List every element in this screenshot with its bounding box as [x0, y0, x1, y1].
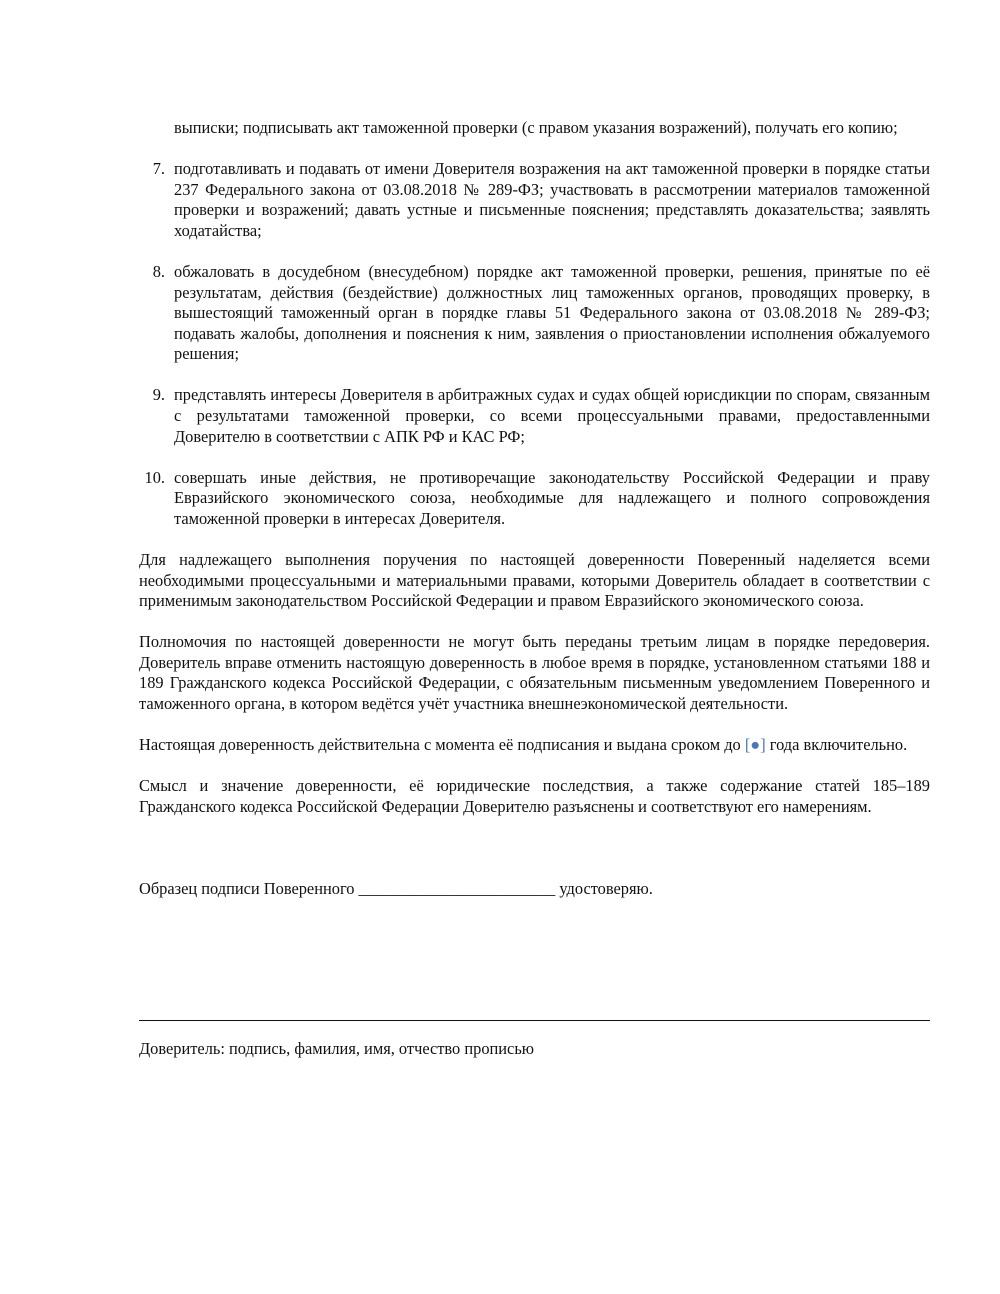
clause-number: 7.: [152, 159, 165, 179]
clause-9: [139, 385, 930, 447]
clause-7: [139, 159, 930, 241]
validity-text-after: года включительно.: [765, 735, 908, 755]
powers-paragraph: Для надлежащего выполнения поручения по настоящей доверенности Поверенный наделяется всеми необходимыми процессуальными и материальными правами, которыми Доверитель обладает в соответствии с применимым законодательством Российской Федерации и правом Евразийского экономического союза.: [139, 550, 930, 611]
clause-text: совершать иные действия, не противоречащие законодательству Российской Федерации и праву Евразийского экономического союза, необходимые для надлежащего и полного сопровождения таможенной проверки в интересах Доверителя.: [174, 467, 930, 528]
document-page: [139, 118, 930, 1059]
delegation-paragraph: Полномочия по настоящей доверенности не могут быть переданы третьим лицам в порядке передоверия. Доверитель вправе отменить настоящую доверенность в любое время в порядке, установленном статьями 188 и 189 Гражданского кодекса Российской Федерации, с обязательным письменным уведомлением Поверенного и таможенного органа, в котором ведётся учёт участника внешнеэкономической деятельности.: [139, 632, 930, 714]
validity-text-before: Настоящая доверенность действительна с момента её подписания и выдана сроком до: [139, 735, 745, 755]
clause-text: представлять интересы Доверителя в арбитражных судах и судах общей юрисдикции по спорам, связанным с результатами таможенной проверки, со всеми процессуальными правами, предоставленными Доверителю в соответствии с АПК РФ и КАС РФ;: [174, 385, 930, 446]
clause-list: [139, 159, 930, 529]
clause-10: [139, 468, 930, 530]
clause-text: подготавливать и подавать от имени Доверителя возражения на акт таможенной проверки в порядке статьи 237 Федерального закона от 03.08.2018 № 289-ФЗ; участвовать в рассмотрении материалов таможенной проверки и возражений; давать устные и письменные пояснения; представлять доказательства; заявлять ходатайства;: [174, 159, 930, 240]
clause-number: 10.: [144, 467, 165, 487]
principal-signature-line: [139, 1020, 930, 1021]
attorney-signature-sample-line: Образец подписи Поверенного ________________________ удостоверяю.: [139, 878, 653, 898]
clause-text: обжаловать в досудебном (внесудебном) порядке акт таможенной проверки, решения, принятые по её результатам, действия (бездействие) должностных лиц таможенных органов, проводящих проверку, в вышестоящий таможенный орган в порядке главы 51 Федерального закона от 03.08.2018 № 289-ФЗ; подавать жалобы, дополнения и пояснения к ним, заявления о приостановлении исполнения обжалуемого решения;: [174, 261, 930, 364]
validity-paragraph: [139, 735, 930, 756]
clause-number: 8.: [152, 261, 165, 281]
clause-number: 9.: [152, 385, 165, 405]
validity-date-placeholder: [●]: [744, 735, 766, 755]
meaning-paragraph: Смысл и значение доверенности, её юридические последствия, а также содержание статей 185–189 Гражданского кодекса Российской Федерации Доверителю разъяснены и соответствуют его намерениям.: [139, 776, 930, 816]
principal-signature-caption: Доверитель: подпись, фамилия, имя, отчество прописью: [139, 1038, 535, 1058]
clause-8: [139, 262, 930, 365]
previous-clause-continuation: выписки; подписывать акт таможенной проверки (с правом указания возражений), получать его копию;: [174, 118, 898, 137]
